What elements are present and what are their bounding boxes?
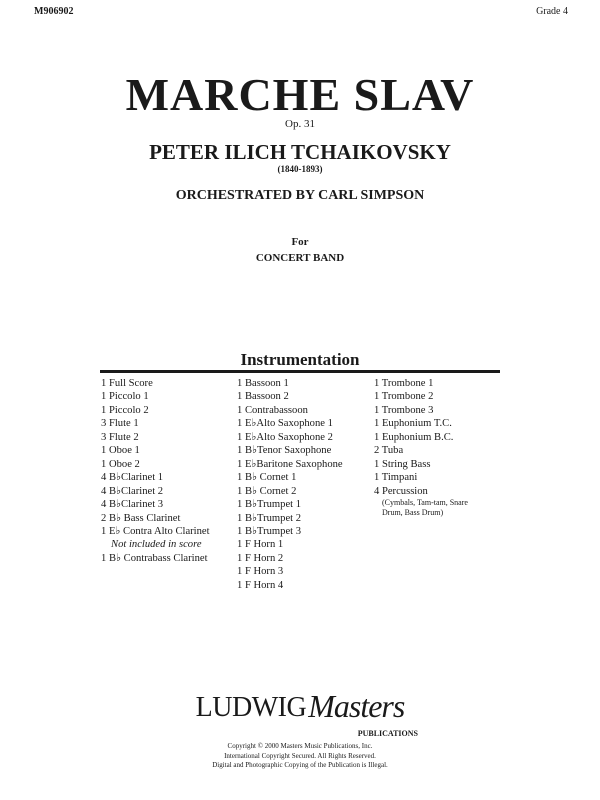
- instrument-item: 1 B♭Tenor Saxophone: [237, 445, 332, 457]
- grade-label: Grade 4: [536, 6, 568, 17]
- logo-publications: PUBLICATIONS: [357, 729, 418, 738]
- instrument-item: 1 B♭ Cornet 2: [237, 485, 297, 497]
- instrument-item: 1 Contrabassoon: [237, 404, 308, 416]
- catalog-number: M906902: [34, 6, 74, 17]
- instrument-column-2: [237, 377, 343, 592]
- instrument-column-1: [101, 377, 210, 565]
- instrument-item: 1 F Horn 3: [237, 566, 284, 578]
- page-title: MARCHE SLAV: [125, 69, 475, 120]
- instrument-item: 2 B♭ Bass Clarinet: [101, 512, 181, 524]
- copyright-line: Copyright © 2000 Masters Music Publications, Inc.: [227, 742, 373, 750]
- instrument-item: 1 Trombone 3: [374, 404, 434, 416]
- instrument-item: 2 Tuba: [374, 445, 404, 457]
- instrument-item: 4 B♭Clarinet 1: [101, 472, 164, 484]
- instrument-item: 1 Piccolo 1: [101, 391, 149, 403]
- instrument-item: 1 Euphonium B.C.: [374, 431, 454, 443]
- instrument-item: 1 Oboe 2: [101, 458, 140, 470]
- instrument-item: 1 Oboe 1: [101, 445, 140, 457]
- opus-number: Op. 31: [285, 118, 315, 130]
- instrument-item: 1 E♭Alto Saxophone 2: [237, 431, 333, 443]
- ensemble-label: CONCERT BAND: [255, 252, 345, 264]
- copyright-block: [0, 742, 600, 771]
- instrument-item: 1 Full Score: [101, 378, 153, 389]
- instrument-item: 1 B♭ Cornet 1: [237, 472, 297, 484]
- publisher-logo: [0, 690, 600, 740]
- instrument-item: 1 Timpani: [374, 472, 418, 484]
- heading-rule: [100, 370, 500, 373]
- logo-publications-row: [182, 724, 418, 740]
- instrument-item: 1 F Horn 1: [237, 539, 284, 551]
- instrument-item: 1 Trombone 2: [374, 391, 434, 403]
- instrument-item: 1 B♭Trumpet 3: [237, 525, 302, 537]
- copyright-line: Digital and Photographic Copying of the Publication is Illegal.: [212, 761, 388, 769]
- instrumentation-heading: Instrumentation: [240, 350, 360, 369]
- instrument-column-3: [374, 377, 468, 518]
- instrument-item: 1 Piccolo 2: [101, 404, 149, 416]
- instrument-item: 1 B♭ Contrabass Clarinet: [101, 552, 208, 564]
- instrument-item: 1 E♭Baritone Saxophone: [237, 458, 343, 470]
- arranger-credit: ORCHESTRATED BY CARL SIMPSON: [175, 188, 425, 203]
- instrument-item: 1 E♭Alto Saxophone 1: [237, 418, 333, 430]
- copyright-line: International Copyright Secured. All Rights Reserved.: [224, 751, 376, 760]
- composer-dates: (1840-1893): [277, 164, 323, 174]
- instrument-item: 4 Percussion: [374, 485, 428, 497]
- percussion-note: Drum, Bass Drum): [382, 508, 444, 518]
- for-label: For: [291, 236, 309, 248]
- instrument-item: 3 Flute 2: [101, 431, 139, 443]
- instrument-item: 4 B♭Clarinet 3: [101, 499, 164, 511]
- instrument-note: Not included in score: [111, 539, 202, 551]
- instrument-item: 1 Bassoon 1: [237, 378, 289, 389]
- percussion-note: (Cymbals, Tam-tam, Snare: [382, 498, 468, 508]
- instrument-item: 1 B♭Trumpet 1: [237, 499, 302, 511]
- instrument-item: 1 E♭ Contra Alto Clarinet: [101, 525, 210, 537]
- composer-name: PETER ILICH TCHAIKOVSKY: [149, 140, 451, 164]
- instrument-item: 1 B♭Trumpet 2: [237, 512, 302, 524]
- instrument-item: 4 B♭Clarinet 2: [101, 485, 164, 497]
- instrument-item: 1 String Bass: [374, 458, 431, 470]
- instrument-item: 1 F Horn 4: [237, 579, 284, 591]
- logo-masters: Masters: [308, 688, 405, 724]
- logo-wordmark: [196, 690, 405, 722]
- instrument-item: 1 Euphonium T.C.: [374, 418, 452, 430]
- instrument-item: 1 Bassoon 2: [237, 391, 289, 403]
- instrument-item: 3 Flute 1: [101, 418, 139, 430]
- instrument-item: 1 Trombone 1: [374, 378, 434, 389]
- logo-ludwig: LUDWIG: [195, 692, 307, 723]
- instrument-item: 1 F Horn 2: [237, 552, 284, 564]
